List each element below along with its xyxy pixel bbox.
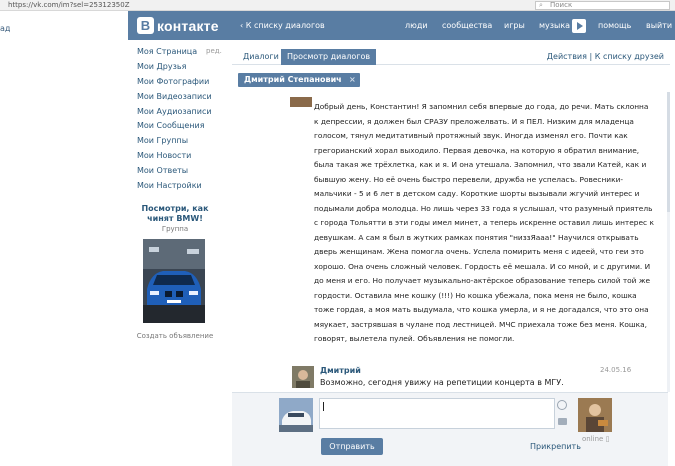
online-status-text: online bbox=[582, 435, 604, 443]
message-author[interactable]: Дмитрий bbox=[320, 366, 361, 375]
online-status bbox=[582, 435, 609, 443]
logo-text: контакте bbox=[157, 17, 219, 34]
ad-title[interactable]: Посмотри, как чинят BMW! bbox=[141, 204, 209, 223]
attach-link[interactable]: Прикрепить bbox=[530, 442, 581, 451]
create-ad-link[interactable]: Создать объявление bbox=[136, 332, 214, 340]
ad-car-image[interactable] bbox=[143, 239, 205, 323]
nav-music[interactable]: музыка bbox=[539, 21, 571, 30]
text-caret bbox=[323, 402, 324, 411]
peer-name: Дмитрий Степанович bbox=[244, 75, 342, 84]
back-link-label: К списку диалогов bbox=[245, 21, 325, 30]
sidebar-item-settings[interactable]: Мои Настройки bbox=[137, 181, 202, 190]
tab-dialogs[interactable]: Диалоги bbox=[243, 52, 279, 61]
sidebar-item-photos[interactable]: Мои Фотографии bbox=[137, 77, 210, 86]
play-icon[interactable] bbox=[572, 19, 586, 33]
tab-view-dialogs[interactable]: Просмотр диалогов bbox=[281, 49, 376, 65]
message-text: Возможно, сегодня увижу на репетиции концерта в МГУ. bbox=[320, 378, 564, 387]
browser-search-input[interactable] bbox=[535, 1, 670, 10]
sidebar-item-my-page[interactable]: Моя Страница bbox=[137, 47, 198, 56]
nav-people[interactable]: люди bbox=[405, 21, 428, 30]
peer-avatar[interactable] bbox=[578, 398, 612, 432]
vk-logo[interactable] bbox=[137, 16, 219, 35]
search-placeholder: Поиск bbox=[550, 1, 573, 9]
mobile-icon: ▯ bbox=[605, 435, 610, 443]
site-header bbox=[128, 11, 675, 40]
chevron-left-icon: ‹ bbox=[240, 21, 244, 30]
sidebar-item-videos[interactable]: Мои Видеозаписи bbox=[137, 92, 212, 101]
ad-subtitle: Группа bbox=[161, 225, 189, 233]
dialog-actions[interactable]: Действия | К списку друзей bbox=[546, 52, 664, 61]
browser-toolbar bbox=[0, 0, 675, 11]
message-text: Добрый день, Константин! Я запомнил себя впервые до года, до речи. Мать склонна к депрессии, я должен был СРАЗУ преложелвать. И я ПЕЛ. Низким для младенца голосом, тянул медитативный протяжный звук. Иногда изменял его. Почти как грегорианский хорал выходило. Первая девочка, на которую я обратил внимание, была такая же трёхлетка, как и я. И она утешала. Запомнил, что звали Катей, как и бывшую жену. Но её очень быстро перевели, дружба не успеласъ. Ровесники-мальчики - 5 и 6 лет в детском саду. Короткие шорты вызывали жгучий интерес и подымали добра молодца. Но лишь через 33 года я услышал, что разумный приятель с города Тольятти в эти годы имел минет, а теперь искренне оставил лишь интерес к девушкам. А сам я был в жутких рамках понятия "низзЯааа!" Научился открывать дверь женщинам. Жена помогла очень. Успела помирить меня с идеей, что геи это хорошо. Она очень сложный человек. Гордость её мешала. И со мной, и с другими. И до меня и его. Но получает музыкально-актёрское образование теперь силой той же гордости. Оставила мне кошку (!!!) Но кошка убежала, пока меня не было, кошка тоже гордая, а моя мать выдумала, что кошка умерла, и я не догадался, что это она мяукает, застрявшая в чулане под лестницей. МЧС приехала тоже без меня. Кошка, говорят, вылетела пулей. Объявления не помогли. bbox=[314, 102, 654, 343]
sidebar-item-answers[interactable]: Мои Ответы bbox=[137, 166, 189, 175]
menu-edit-link[interactable]: ред. bbox=[206, 47, 222, 55]
back-to-dialogs-link[interactable] bbox=[240, 11, 325, 40]
message-avatar[interactable] bbox=[290, 97, 312, 107]
message-input[interactable] bbox=[319, 398, 555, 429]
messages-scrollbar[interactable] bbox=[667, 92, 670, 392]
nav-communities[interactable]: сообщества bbox=[442, 21, 493, 30]
logo-mark: В bbox=[137, 17, 154, 34]
nav-help[interactable]: помощь bbox=[598, 21, 632, 30]
scroll-thumb[interactable] bbox=[667, 92, 670, 212]
address-bar[interactable]: https://vk.com/im?sel=25312350Z bbox=[8, 1, 130, 9]
sidebar-item-messages[interactable]: Мои Сообщения bbox=[137, 121, 205, 130]
nav-logout[interactable]: выйти bbox=[646, 21, 673, 30]
dialog-tabs bbox=[232, 49, 670, 65]
close-icon[interactable]: × bbox=[348, 75, 356, 84]
send-button[interactable]: Отправить bbox=[321, 438, 383, 455]
nav-games[interactable]: игры bbox=[504, 21, 525, 30]
camera-icon[interactable] bbox=[558, 418, 567, 425]
emoji-icon[interactable] bbox=[557, 400, 567, 410]
sidebar-item-groups[interactable]: Мои Группы bbox=[137, 136, 189, 145]
message-date: 24.05.16 bbox=[600, 366, 632, 374]
message-avatar[interactable] bbox=[292, 366, 314, 388]
left-edge-fragment: ад bbox=[0, 24, 11, 33]
sidebar-item-audio[interactable]: Мои Аудиозаписи bbox=[137, 107, 212, 116]
peer-tab[interactable] bbox=[238, 73, 360, 87]
my-avatar[interactable] bbox=[279, 398, 313, 432]
sidebar-item-news[interactable]: Мои Новости bbox=[137, 151, 192, 160]
sidebar-item-friends[interactable]: Мои Друзья bbox=[137, 62, 187, 71]
search-icon: ⌕ bbox=[539, 1, 543, 9]
